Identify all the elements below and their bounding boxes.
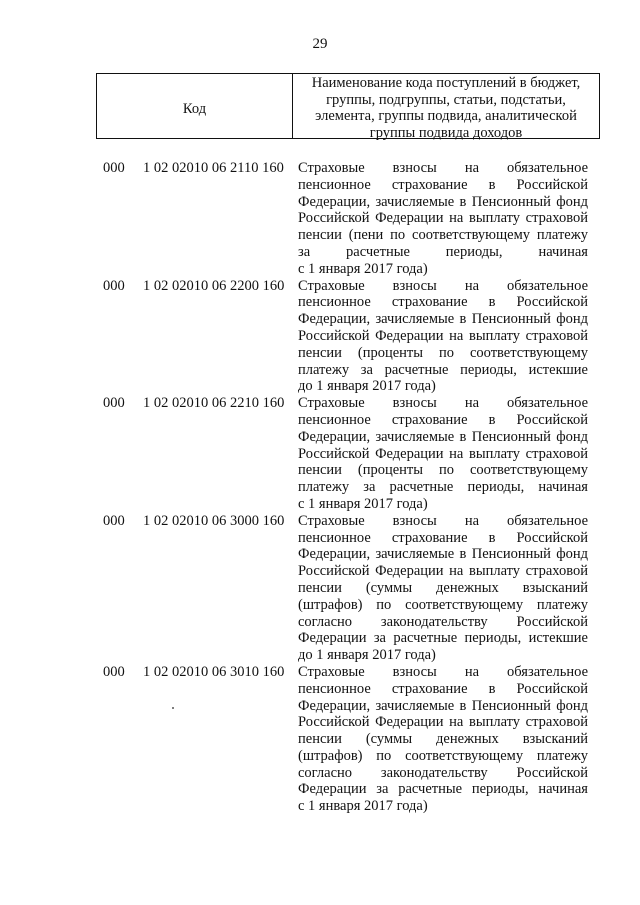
description-word: по <box>438 462 454 479</box>
description-word: Российской <box>516 680 588 697</box>
description-line <box>298 194 588 211</box>
description-line <box>298 580 588 597</box>
description-line <box>298 614 588 631</box>
description-word: в <box>488 176 496 193</box>
scan-speck <box>172 707 174 709</box>
revenue-description <box>298 664 588 815</box>
description-word: зачисляемые <box>375 193 455 210</box>
description-word: Федерации <box>375 563 444 580</box>
description-word: (проценты <box>357 344 424 361</box>
description-word: Пенсионный <box>471 311 551 328</box>
description-word: Федерации <box>375 210 444 227</box>
description-line <box>298 597 588 614</box>
description-word: взысканий <box>522 579 588 596</box>
description-word: в <box>459 546 467 563</box>
description-word: (пени <box>348 227 384 244</box>
description-word: (суммы <box>365 579 413 596</box>
description-line <box>298 395 588 412</box>
description-word: Федерации, <box>298 546 371 563</box>
description-word: платежу <box>536 227 588 244</box>
description-word: на <box>449 445 464 462</box>
description-word: страховой <box>525 563 588 580</box>
description-word: взысканий <box>522 731 588 748</box>
description-word: зачисляемые <box>375 697 455 714</box>
description-word: в <box>459 428 467 445</box>
table-row <box>0 664 640 815</box>
description-word: Российской <box>298 445 370 462</box>
description-word: обязательное <box>507 160 588 176</box>
description-word: периоды, <box>471 781 529 798</box>
description-word: обязательное <box>507 395 588 412</box>
description-word: на <box>449 563 464 580</box>
description-word: страховой <box>525 714 588 731</box>
description-word: выплату <box>468 210 521 227</box>
description-word: пенсионное <box>298 529 371 546</box>
description-word: Страховые <box>298 277 365 294</box>
description-word: пенсионное <box>298 411 371 428</box>
description-word: платежу <box>536 747 588 764</box>
description-line <box>298 630 588 647</box>
description-word: (суммы <box>365 731 413 748</box>
description-word: зачисляемые <box>375 428 455 445</box>
description-word: зачисляемые <box>375 311 455 328</box>
description-word: пенсии <box>298 462 342 479</box>
description-word: страховой <box>525 445 588 462</box>
description-word: расчетные <box>346 243 410 260</box>
description-line <box>298 563 588 580</box>
description-line <box>298 160 588 177</box>
description-word: взносы <box>392 160 437 176</box>
description-word: взносы <box>392 277 437 294</box>
description-word: пенсионное <box>298 294 371 311</box>
description-word: страховой <box>525 210 588 227</box>
description-word: за <box>373 630 386 647</box>
description-word: страховой <box>525 327 588 344</box>
description-word: денежных <box>436 731 499 748</box>
description-word: начиная <box>538 243 588 260</box>
description-word: по <box>376 747 392 764</box>
description-line <box>298 311 588 328</box>
description-word: выплату <box>468 714 521 731</box>
description-line <box>298 345 588 362</box>
description-word: по <box>390 227 406 244</box>
description-line: с 1 января 2017 года) <box>298 260 428 277</box>
description-word: периоды, <box>464 630 522 647</box>
description-word: выплату <box>468 445 521 462</box>
description-word: согласно <box>298 613 353 630</box>
description-word: Российской <box>298 714 370 731</box>
description-word: истекшие <box>528 361 588 378</box>
table-row <box>0 278 640 396</box>
description-line <box>298 781 588 798</box>
description-word: Федерации <box>298 630 367 647</box>
description-word: в <box>459 697 467 714</box>
revenue-code: 1 02 02010 06 2200 160 <box>143 277 285 294</box>
description-word: истекшие <box>528 630 588 647</box>
description-line: с 1 января 2017 года) <box>298 798 428 815</box>
description-word: на <box>449 714 464 731</box>
revenue-code: 1 02 02010 06 2110 160 <box>143 160 284 176</box>
description-word: пенсионное <box>298 176 371 193</box>
description-line <box>298 177 588 194</box>
revenue-code: 1 02 02010 06 3010 160 <box>143 663 285 680</box>
description-word: на <box>464 277 480 294</box>
description-word: пенсионное <box>298 680 371 697</box>
description-word: Пенсионный <box>471 428 551 445</box>
description-word: платежу <box>298 361 350 378</box>
description-word: законодательству <box>380 613 488 630</box>
description-line <box>298 412 588 429</box>
revenue-code: 1 02 02010 06 2210 160 <box>143 395 285 412</box>
description-word: обязательное <box>507 512 588 529</box>
header-name-line: Наименование кода поступлений в бюджет, <box>311 75 581 91</box>
description-line <box>298 479 588 496</box>
revenue-description <box>298 513 588 664</box>
admin-code: 000 <box>103 512 125 529</box>
description-word: фонд <box>556 697 588 714</box>
table-row <box>0 513 640 664</box>
description-line <box>298 446 588 463</box>
description-line: до 1 января 2017 года) <box>298 378 436 395</box>
description-word: зачисляемые <box>375 546 455 563</box>
description-word: пенсии <box>298 227 342 244</box>
description-word: законодательству <box>380 764 488 781</box>
revenue-code-list <box>0 160 640 815</box>
page-number: 29 <box>312 36 328 52</box>
description-word: в <box>459 193 467 210</box>
description-word: платежу <box>536 596 588 613</box>
description-word: Федерации, <box>298 311 371 328</box>
description-line <box>298 328 588 345</box>
description-line <box>298 210 588 227</box>
description-word: (штрафов) <box>298 596 363 613</box>
description-line <box>298 294 588 311</box>
description-word: соответствующему <box>469 462 588 479</box>
description-word: на <box>464 663 480 680</box>
description-word: Федерации <box>298 781 367 798</box>
description-word: на <box>464 160 480 176</box>
description-word: обязательное <box>507 277 588 294</box>
description-line: до 1 января 2017 года) <box>298 647 436 664</box>
description-word: Федерации, <box>298 428 371 445</box>
description-word: на <box>449 210 464 227</box>
admin-code: 000 <box>103 663 125 680</box>
description-word: за <box>298 243 311 260</box>
revenue-description <box>298 278 588 396</box>
description-word: периоды, <box>445 243 503 260</box>
table-row <box>0 395 640 513</box>
description-word: по <box>438 344 454 361</box>
description-word: Страховые <box>298 395 365 412</box>
description-line <box>298 227 588 244</box>
description-word: фонд <box>556 193 588 210</box>
description-word: расчетные <box>389 479 454 496</box>
description-word: Федерации <box>375 327 444 344</box>
header-name-label <box>293 74 599 141</box>
description-line <box>298 278 588 295</box>
description-line <box>298 765 588 782</box>
description-word: соответствующему <box>405 596 524 613</box>
admin-code: 000 <box>103 160 125 176</box>
description-word: начиная <box>538 479 588 496</box>
header-name-line: группы подвида доходов <box>369 124 523 141</box>
revenue-description <box>298 395 588 513</box>
description-word: платежу <box>298 479 350 496</box>
description-line <box>298 731 588 748</box>
description-word: Российской <box>516 176 588 193</box>
description-word: начиная <box>538 781 588 798</box>
description-word: на <box>449 327 464 344</box>
description-word: расчетные <box>384 361 449 378</box>
description-line <box>298 462 588 479</box>
description-word: Российской <box>298 210 370 227</box>
description-line: с 1 января 2017 года) <box>298 495 428 512</box>
description-word: в <box>488 294 496 311</box>
description-line <box>298 362 588 379</box>
description-line <box>298 681 588 698</box>
description-word: Российской <box>516 613 588 630</box>
header-code-label: Код <box>97 74 293 138</box>
description-word: фонд <box>556 428 588 445</box>
admin-code: 000 <box>103 277 125 294</box>
description-word: за <box>360 361 373 378</box>
description-word: Российской <box>516 764 588 781</box>
description-word: на <box>464 512 480 529</box>
description-word: (проценты <box>357 462 424 479</box>
description-word: денежных <box>436 579 499 596</box>
description-word: расчетные <box>393 630 458 647</box>
description-word: выплату <box>468 563 521 580</box>
description-word: Федерации, <box>298 193 371 210</box>
description-word: обязательное <box>507 663 588 680</box>
description-line <box>298 748 588 765</box>
revenue-code: 1 02 02010 06 3000 160 <box>143 512 285 529</box>
description-word: в <box>459 311 467 328</box>
description-line <box>298 513 588 530</box>
description-word: в <box>488 680 496 697</box>
description-line <box>298 546 588 563</box>
description-word: Страховые <box>298 512 365 529</box>
description-word: взносы <box>392 395 437 412</box>
description-word: пенсии <box>298 344 342 361</box>
table-header <box>96 73 600 139</box>
description-word: Страховые <box>298 663 365 680</box>
admin-code: 000 <box>103 395 125 412</box>
description-word: Федерации <box>375 445 444 462</box>
table-row <box>0 160 640 278</box>
description-word: в <box>488 529 496 546</box>
description-word: (штрафов) <box>298 747 363 764</box>
description-word: взносы <box>392 663 437 680</box>
description-line <box>298 698 588 715</box>
description-line <box>298 244 588 261</box>
description-word: по <box>376 596 392 613</box>
description-word: Федерации, <box>298 697 371 714</box>
description-word: за <box>363 479 376 496</box>
description-word: расчетные <box>398 781 463 798</box>
description-word: Пенсионный <box>471 193 551 210</box>
description-word: Российской <box>516 529 588 546</box>
description-word: в <box>488 411 496 428</box>
description-line <box>298 664 588 681</box>
description-word: соответствующему <box>469 344 588 361</box>
description-line <box>298 429 588 446</box>
description-word: Пенсионный <box>471 697 551 714</box>
header-name-line: элемента, группы подвида, аналитической <box>315 108 577 124</box>
description-word: страхование <box>391 680 468 697</box>
description-word: страхование <box>391 411 468 428</box>
description-word: соответствующему <box>412 227 531 244</box>
description-word: Российской <box>298 563 370 580</box>
revenue-description <box>298 160 588 278</box>
description-word: выплату <box>468 327 521 344</box>
description-word: Страховые <box>298 160 365 176</box>
description-word: взносы <box>392 512 437 529</box>
header-name-line: группы, подгруппы, статьи, подстатьи, <box>326 91 566 108</box>
description-word: пенсии <box>298 731 342 748</box>
description-word: фонд <box>556 311 588 328</box>
description-line <box>298 530 588 547</box>
description-word: Федерации <box>375 714 444 731</box>
description-word: страхование <box>391 176 468 193</box>
description-word: пенсии <box>298 579 342 596</box>
description-word: согласно <box>298 764 353 781</box>
description-word: Пенсионный <box>471 546 551 563</box>
description-word: на <box>464 395 480 412</box>
description-word: за <box>376 781 389 798</box>
description-word: соответствующему <box>405 747 524 764</box>
description-word: Российской <box>298 327 370 344</box>
description-word: страхование <box>391 294 468 311</box>
description-word: фонд <box>556 546 588 563</box>
description-word: периоды, <box>460 361 517 378</box>
description-word: периоды, <box>467 479 525 496</box>
description-word: страхование <box>391 529 468 546</box>
description-word: Российской <box>516 294 588 311</box>
description-word: Российской <box>516 411 588 428</box>
description-line <box>298 714 588 731</box>
